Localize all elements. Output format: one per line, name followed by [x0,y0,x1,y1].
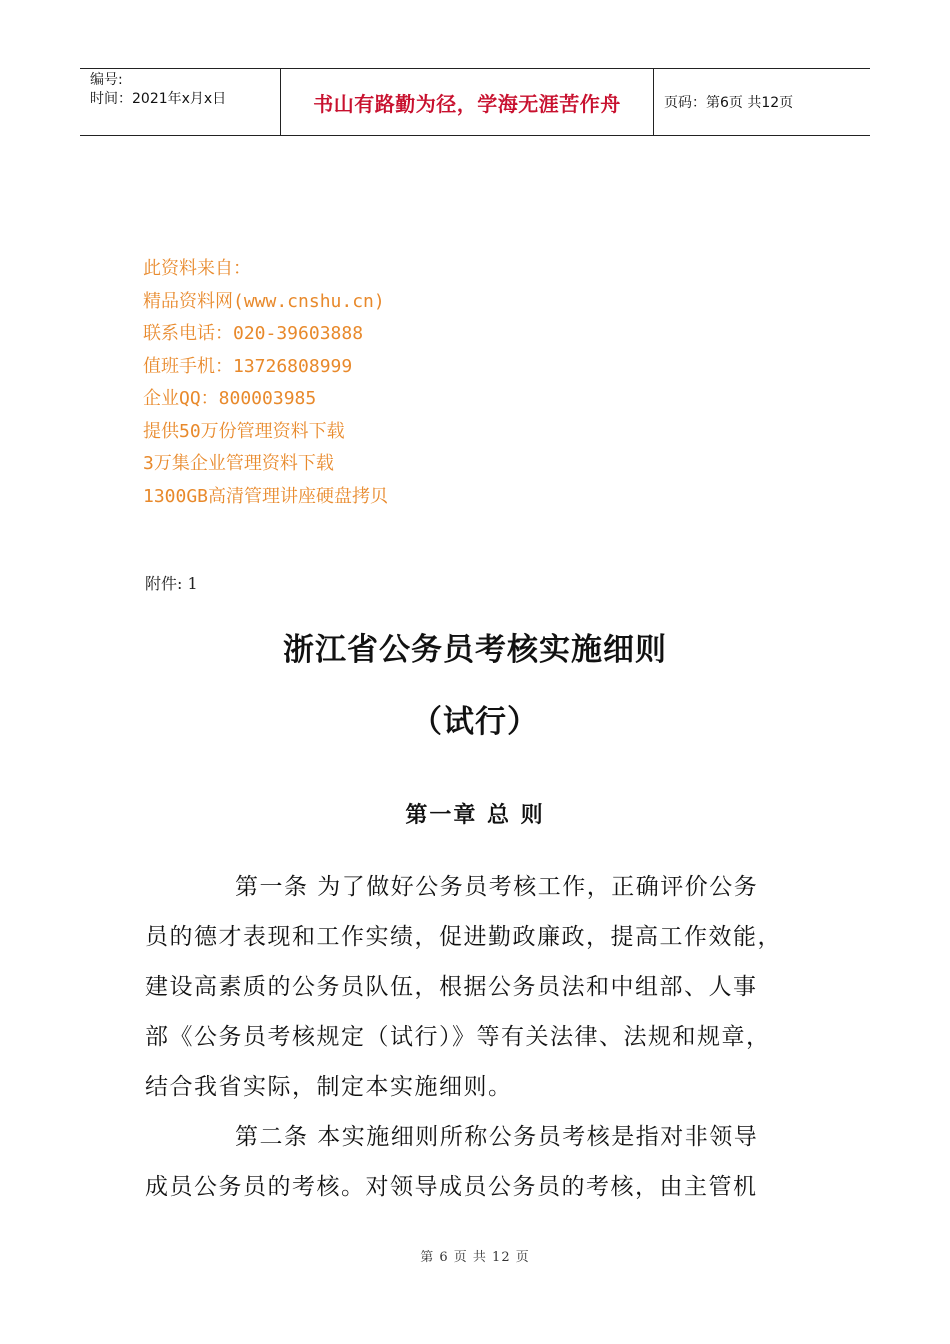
source-line-offer-1: 提供50万份管理资料下载 [143,420,345,442]
paragraph-line: 结合我省实际，制定本实施细则。 [145,1074,513,1100]
header-page-info: 页码：第6页 共12页 [664,95,794,111]
paragraph-line: 第二条 本实施细则所称公务员考核是指对非领导 [235,1124,759,1150]
paragraph-line: 第一条 为了做好公务员考核工作，正确评价公务 [235,874,759,900]
document-title: 浙江省公务员考核实施细则 [283,632,667,668]
source-info-block [143,253,388,513]
page-header [80,68,870,136]
article-1-paragraph [145,862,800,1112]
paragraph-line: 部《公务员考核规定（试行）》等有关法律、法规和规章， [145,1024,771,1050]
source-line-offer-2: 3万集企业管理资料下载 [143,453,334,474]
header-meta-cell [80,69,281,135]
page-footer: 第 6 页 共 12 页 [420,1250,530,1265]
header-motto-cell [281,69,654,135]
source-line-offer-3: 1300GB高清管理讲座硬盘拷贝 [143,485,389,507]
article-2-paragraph [145,1112,800,1212]
paragraph-line: 建设高素质的公务员队伍，根据公务员法和中组部、人事 [145,974,758,1000]
source-line-phone: 联系电话：020-39603888 [143,323,364,344]
source-line-mobile: 值班手机：13726808999 [143,355,353,377]
source-line-website: 精品资料网(www.cnshu.cn) [143,290,385,312]
header-motto: 书山有路勤为径，学海无涯苦作舟 [313,91,621,116]
header-page-cell [654,69,870,135]
source-line-qq: 企业QQ：800003985 [143,388,317,409]
paragraph-line: 员的德才表现和工作实绩，促进勤政廉政，提高工作效能， [145,924,782,950]
paragraph-line: 成员公务员的考核。对领导成员公务员的考核，由主管机 [145,1174,758,1200]
document-number-label: 编号: [90,72,123,88]
chapter-heading: 第一章 总 则 [405,802,545,828]
attachment-label: 附件: 1 [145,574,198,593]
document-subtitle: （试行） [411,704,539,740]
source-line-intro: 此资料来自： [143,258,251,279]
document-date: 时间：2021年x月x日 [90,91,227,107]
